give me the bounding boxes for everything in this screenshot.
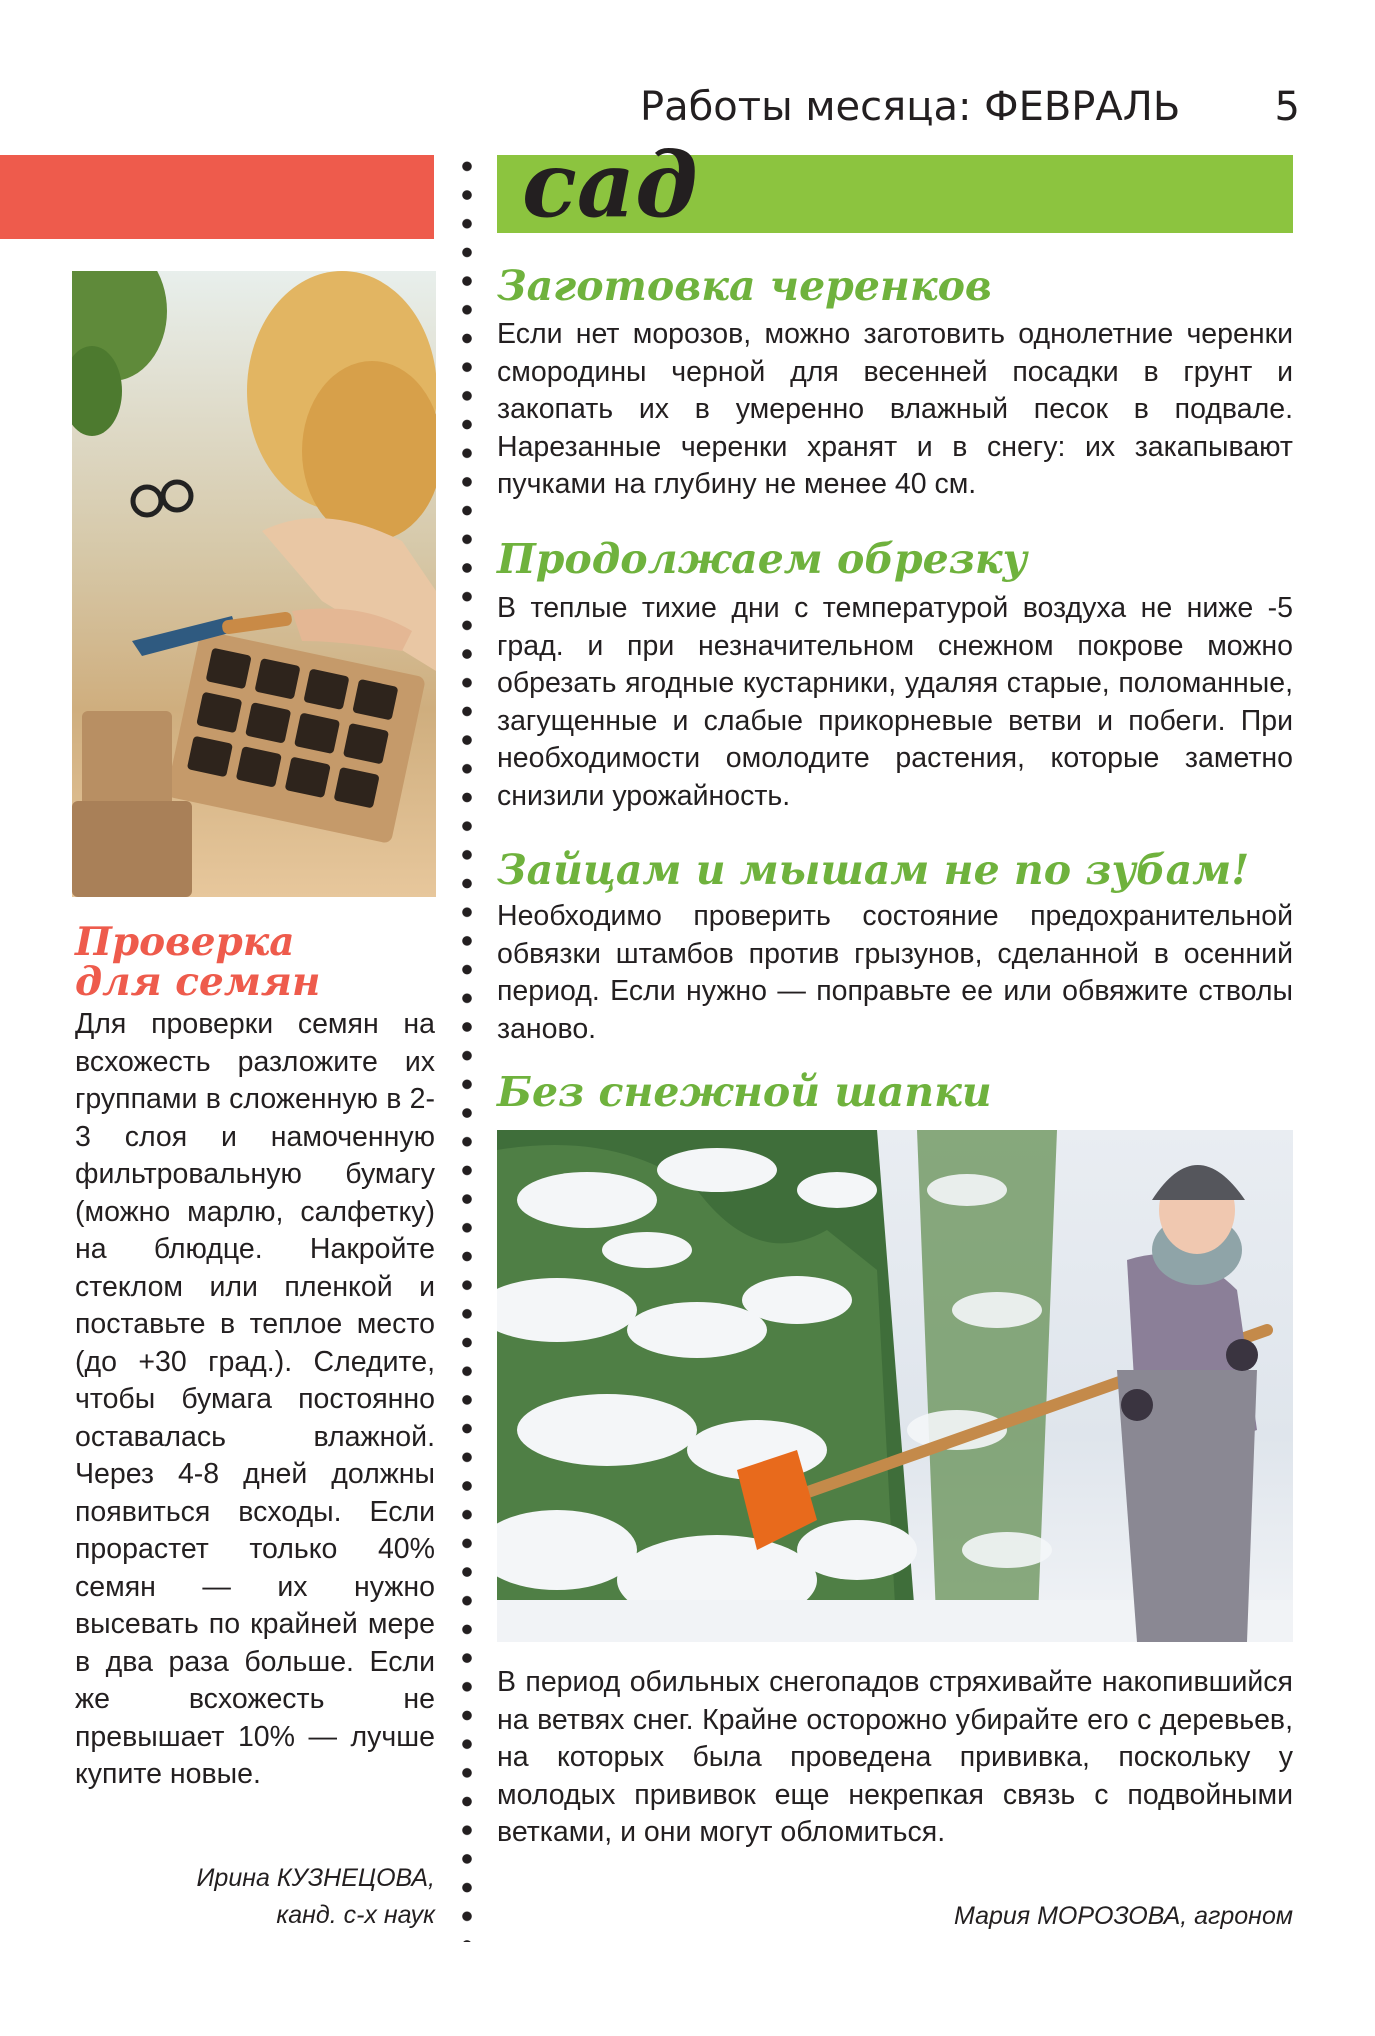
article-author-seeds-degree: канд. с-х наук [276, 1901, 435, 1929]
article-title-cuttings: Заготовка черенков [497, 262, 992, 310]
article-author-seeds-name: Ирина КУЗНЕЦОВА, [196, 1864, 435, 1892]
article-text-snow: В период обильных снегопадов стряхивайте накопившийся на ветвях снег. Крайне осторожно убирайте его с деревьев, на которых была проведена прививка, поскольку у молодых прививок еще некрепкая связь с подвойными ветками, и они могут обломиться. [497, 1666, 1293, 1848]
article-author-snow: Мария МОРОЗОВА, агроном [953, 1902, 1293, 1930]
page-header [640, 84, 1300, 130]
seedling-planting-photo [72, 271, 436, 897]
article-title-pruning: Продолжаем обрезку [497, 535, 1028, 583]
article-text-cuttings: Если нет морозов, можно заготовить однолетние черенки смородины черной для весенней посадки в грунт и закопать их в умеренно влажный песок в подвале. Нарезанные черенки хранят и в снегу: их закапывают пучками на глубину не менее 40 см. [497, 318, 1293, 500]
article-title-rodents: Зайцам и мышам не по зубам! [497, 846, 1250, 894]
snow-brushing-photo [497, 1130, 1293, 1642]
article-title-seeds-line1: Проверка [75, 919, 295, 965]
article-title-seeds-line2: для семян [75, 959, 321, 1005]
article-title-snow: Без снежной шапки [497, 1068, 992, 1116]
article-text-pruning: В теплые тихие дни с температурой воздуха не ниже -5 град. и при незначительном снежном покрове можно обрезать ягодные кустарники, удаляя старые, поломанные, загущенные и слабые прикорневые ветви и побеги. При необходимости омолодите растения, которые заметно снизили урожайность. [497, 592, 1293, 812]
article-text-seeds: Для проверки семян на всхожесть разложите их группами в сложенную в 2-3 слоя и намоченную фильтровальную бумагу (можно марлю, салфетку) на блюдце. Накройте стеклом или пленкой и поставьте в теплое место (до +30 град.). Следите, чтобы бумага постоянно оставалась влажной. Через 4-8 дней должны появиться всходы. Если прорастет только 40% семян — их нужно высевать по крайней мере в два раза больше. Если же всхожесть не превышает 10% — лучше купите новые. [75, 1008, 435, 1790]
article-title-seeds [75, 919, 435, 1005]
article-author-seeds [75, 1860, 435, 1934]
page-number: 5 [1274, 84, 1300, 130]
dotted-column-divider [460, 152, 474, 1942]
red-accent-bar [0, 155, 434, 239]
article-text-rodents: Необходимо проверить состояние предохранительной обвязки штамбов против грызунов, сделанной в осенний период. Если нужно — поправьте ее или обвяжите стволы заново. [497, 900, 1293, 1045]
page-header-title: Работы месяца: ФЕВРАЛЬ [640, 84, 1181, 130]
section-title: сад [522, 132, 698, 238]
